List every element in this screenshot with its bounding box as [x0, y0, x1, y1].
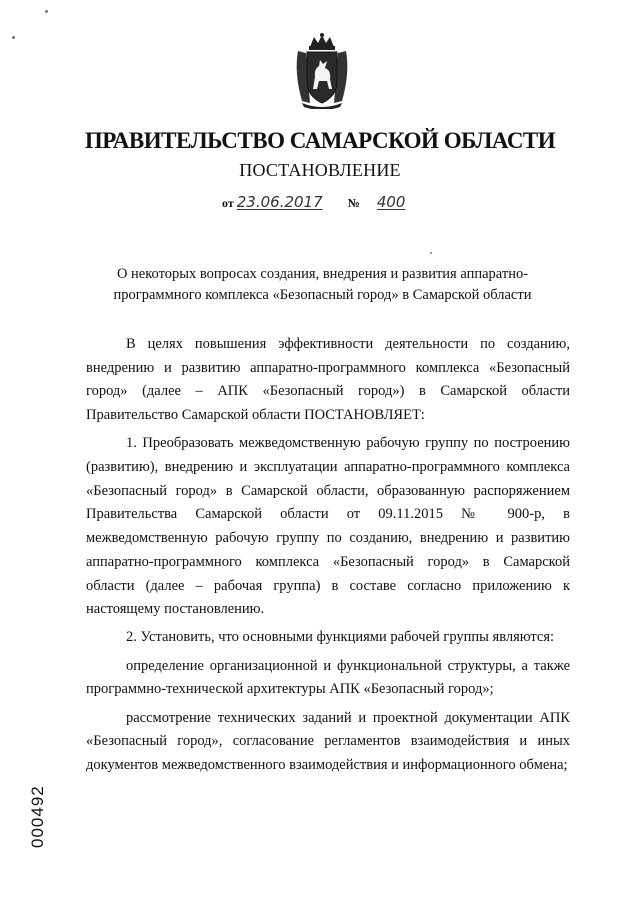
document-reference [222, 193, 443, 211]
number-prefix: № [347, 196, 360, 210]
side-serial-number: 000492 [28, 785, 47, 848]
scan-speck [45, 10, 48, 13]
document-number: 400 [376, 193, 406, 211]
scan-speck [430, 252, 432, 254]
document-date: 23.06.2017 [236, 193, 323, 211]
body-paragraph: 1. Преобразовать межведомственную рабочую группу по построению (развитию), внедрению и эксплуатации аппаратно-программного комплекса «Безопасный город» в Самарской области, образованную распоряжением Правительства Самарской области от 09.11.2015 № 900-р, в межведомственную рабочую группу по созданию, внедрению и развитию аппаратно-программного комплекса «Безопасный город» в Самарской области (далее – рабочая группа) в составе согласно приложению к настоящему постановлению. [86, 435, 570, 618]
document-kind: ПОСТАНОВЛЕНИЕ [239, 160, 401, 180]
document-body [86, 333, 570, 782]
body-paragraph: 2. Установить, что основными функциями рабочей группы являются: [126, 629, 555, 646]
samara-coat-of-arms-icon [292, 33, 352, 109]
date-prefix: от [222, 196, 234, 210]
body-paragraph: рассмотрение технических заданий и проектной документации АПК «Безопасный город», согласование регламентов взаимодействия и иных документов межведомственного взаимодействия и информационного обмена; [86, 709, 570, 773]
body-paragraph: определение организационной и функциональной структуры, а также программно-технической архитектуры АПК «Безопасный город»; [86, 657, 570, 698]
body-paragraph: В целях повышения эффективности деятельности по созданию, внедрению и развитию аппаратно-программного комплекса «Безопасный город» (далее – АПК «Безопасный город») в Самарской области Правительство Самарской области ПОСТАНОВЛЯЕТ: [86, 336, 570, 424]
document-subject: О некоторых вопросах создания, внедрения и развития аппаратно-программного комплекса «Безопасный город» в Самарской области [113, 266, 532, 303]
government-title: ПРАВИТЕЛЬСТВО САМАРСКОЙ ОБЛАСТИ [84, 128, 556, 153]
scan-speck [12, 36, 15, 39]
